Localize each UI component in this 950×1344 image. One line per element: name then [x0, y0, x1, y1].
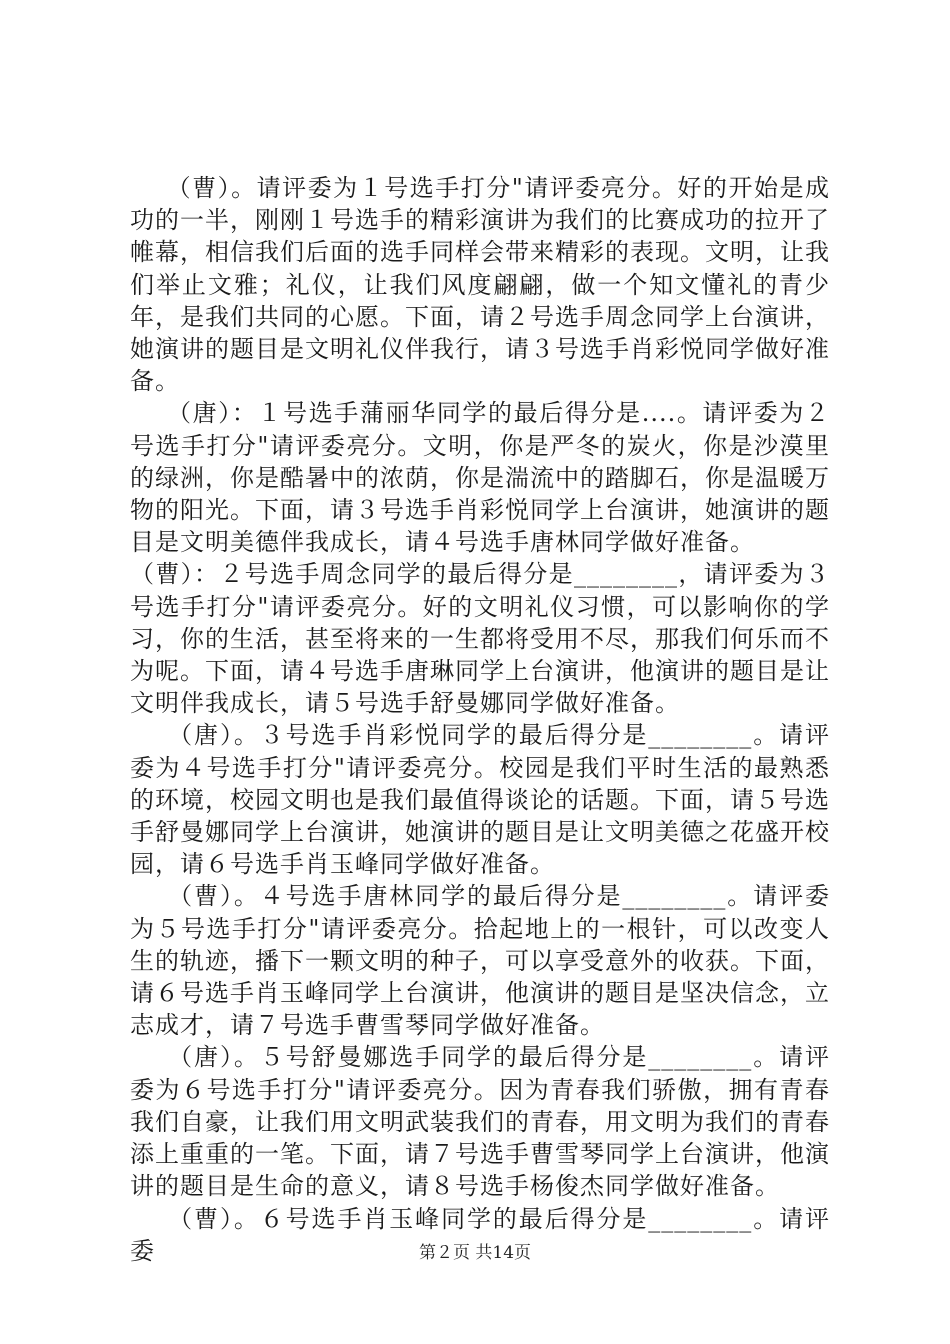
- document-body: [130, 172, 830, 1267]
- paragraph-7: （曹）。６号选手肖玉峰同学的最后得分是________。请评委: [130, 1204, 831, 1265]
- paragraph-4: （唐）。３号选手肖彩悦同学的最后得分是________。请评委为４号选手打分"请评委亮分。校园是我们平时生活的最熟悉的环境，校园文明也是我们最值得谈论的话题。下面，请５号选手舒曼娜同学上台演讲，她演讲的题目是让文明美德之花盛开校园，请６号选手肖玉峰同学做好准备。: [130, 721, 831, 879]
- paragraph-5: （曹）。４号选手唐林同学的最后得分是________。请评委为５号选手打分"请评委亮分。拾起地上的一根针，可以改变人生的轨迹，播下一颗文明的种子，可以享受意外的收获。下面，请６号选手肖玉峰同学上台演讲，他演讲的题目是坚决信念，立志成才，请７号选手曹雪琴同学做好准备。: [130, 882, 831, 1040]
- page-footer: 第２页 共14页: [418, 1243, 532, 1263]
- paragraph-1: （曹）。请评委为１号选手打分"请评委亮分。好的开始是成功的一半，刚刚１号选手的精彩演讲为我们的比赛成功的拉开了帷幕，相信我们后面的选手同样会带来精彩的表现。文明，让我们举止文雅；礼仪，让我们风度翩翩，做一个知文懂礼的青少年，是我们共同的心愿。下面，请２号选手周念同学上台演讲，她演讲的题目是文明礼仪伴我行，请３号选手肖彩悦同学做好准备。: [130, 174, 830, 396]
- paragraph-6: （唐）。５号舒曼娜选手同学的最后得分是________。请评委为６号选手打分"请评委亮分。因为青春我们骄傲，拥有青春我们自豪，让我们用文明武装我们的青春，用文明为我们的青春添上重重的一笔。下面，请７号选手曹雪琴同学上台演讲，他演讲的题目是生命的意义，请８号选手杨俊杰同学做好准备。: [130, 1043, 831, 1201]
- paragraph-2: （唐）：１号选手蒲丽华同学的最后得分是....。请评委为２号选手打分"请评委亮分。文明，你是严冬的炭火，你是沙漠里的绿洲，你是酷暑中的浓荫，你是湍流中的踏脚石，你是温暖万物的阳光。下面，请３号选手肖彩悦同学上台演讲，她演讲的题目是文明美德伴我成长，请４号选手唐林同学做好准备。: [130, 399, 831, 557]
- paragraph-3: （曹）：２号选手周念同学的最后得分是________，请评委为３号选手打分"请评委亮分。好的文明礼仪习惯，可以影响你的学习，你的生活，甚至将来的一生都将受用不尽，那我们何乐而不为呢。下面，请４号选手唐琳同学上台演讲，他演讲的题目是让文明伴我成长，请５号选手舒曼娜同学做好准备。: [130, 560, 830, 718]
